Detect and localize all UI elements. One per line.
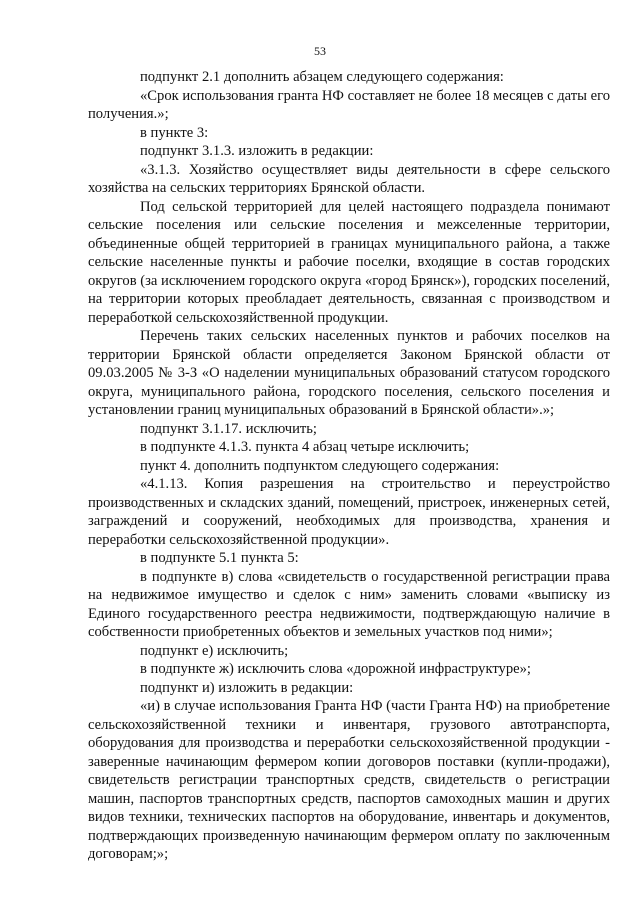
paragraph: в подпункте в) слова «свидетельств о государственной регистрации права на недвижимое имущество и сделок с ним» заменить словами «выписку из Единого государственного реестра недвижимости, подтверждающую наличие в собственности приобретенных объектов и земельных участков под ними»; bbox=[88, 568, 610, 640]
document-body bbox=[88, 68, 610, 864]
paragraph: «Срок использования гранта НФ составляет не более 18 месяцев с даты его получения.»; bbox=[88, 87, 611, 122]
paragraph: Перечень таких сельских населенных пунктов и рабочих поселков на территории Брянской области определяется Законом Брянской области от 09.03.2005 № 3-З «О наделении муниципальных образований статусом городского округа, муниципального района, городского поселения, сельского поселения и установлении границ муниципальных образований в Брянской области».»; bbox=[88, 328, 610, 418]
paragraph: пункт 4. дополнить подпунктом следующего содержания: bbox=[140, 457, 500, 474]
paragraph: подпункт и) изложить в редакции: bbox=[140, 679, 354, 696]
paragraph: в подпункте 4.1.3. пункта 4 абзац четыре исключить; bbox=[140, 439, 470, 455]
paragraph: «3.1.3. Хозяйство осуществляет виды деятельности в сфере сельского хозяйства на сельских территориях Брянской области. bbox=[88, 161, 610, 196]
paragraph: «и) в случае использования Гранта НФ (части Гранта НФ) на приобретение сельскохозяйственной техники и инвентаря, грузового автотранспорта, оборудования для производства и переработки сельскохозяйственной продукции - заверенные начинающим фермером копии договоров поставки (купли-продажи), свидетельств регистрации транспортных средств, свидетельств о регистрации машин, паспортов транспортных средств, паспортов самоходных машин и других видов техники, технических паспортов на оборудование, инвентарь и документов, подтверждающих произведенную начинающим фермером оплату по заключенным договорам;»; bbox=[88, 698, 610, 862]
paragraph: Под сельской территорией для целей настоящего подраздела понимают сельские поселения или сельские поселения и межселенные территории, объединенные общей территорией в границах муниципального района, а также сельские населенные пункты и рабочие поселки, входящие в состав городских округов (за исключением городского округа «город Брянск»), городских поселений, на территории которых преобладает деятельность, связанная с производством и переработкой сельскохозяйственной продукции. bbox=[88, 198, 610, 326]
paragraph: «4.1.13. Копия разрешения на строительство и переустройство производственных и складских зданий, помещений, пристроек, инженерных сетей, заграждений и сооружений, необходимых для производства, хранения и переработки сельскохозяйственной продукции». bbox=[88, 476, 610, 548]
paragraph: подпункт 3.1.17. исключить; bbox=[140, 420, 317, 437]
page-number: 53 bbox=[314, 44, 326, 58]
paragraph: подпункт 2.1 дополнить абзацем следующего содержания: bbox=[140, 69, 504, 85]
paragraph: подпункт 3.1.3. изложить в редакции: bbox=[140, 143, 374, 159]
paragraph: подпункт е) исключить; bbox=[140, 642, 289, 659]
paragraph: в подпункте ж) исключить слова «дорожной инфраструктуре»; bbox=[140, 661, 531, 677]
paragraph: в подпункте 5.1 пункта 5: bbox=[140, 550, 299, 566]
paragraph: в пункте 3: bbox=[140, 124, 209, 141]
